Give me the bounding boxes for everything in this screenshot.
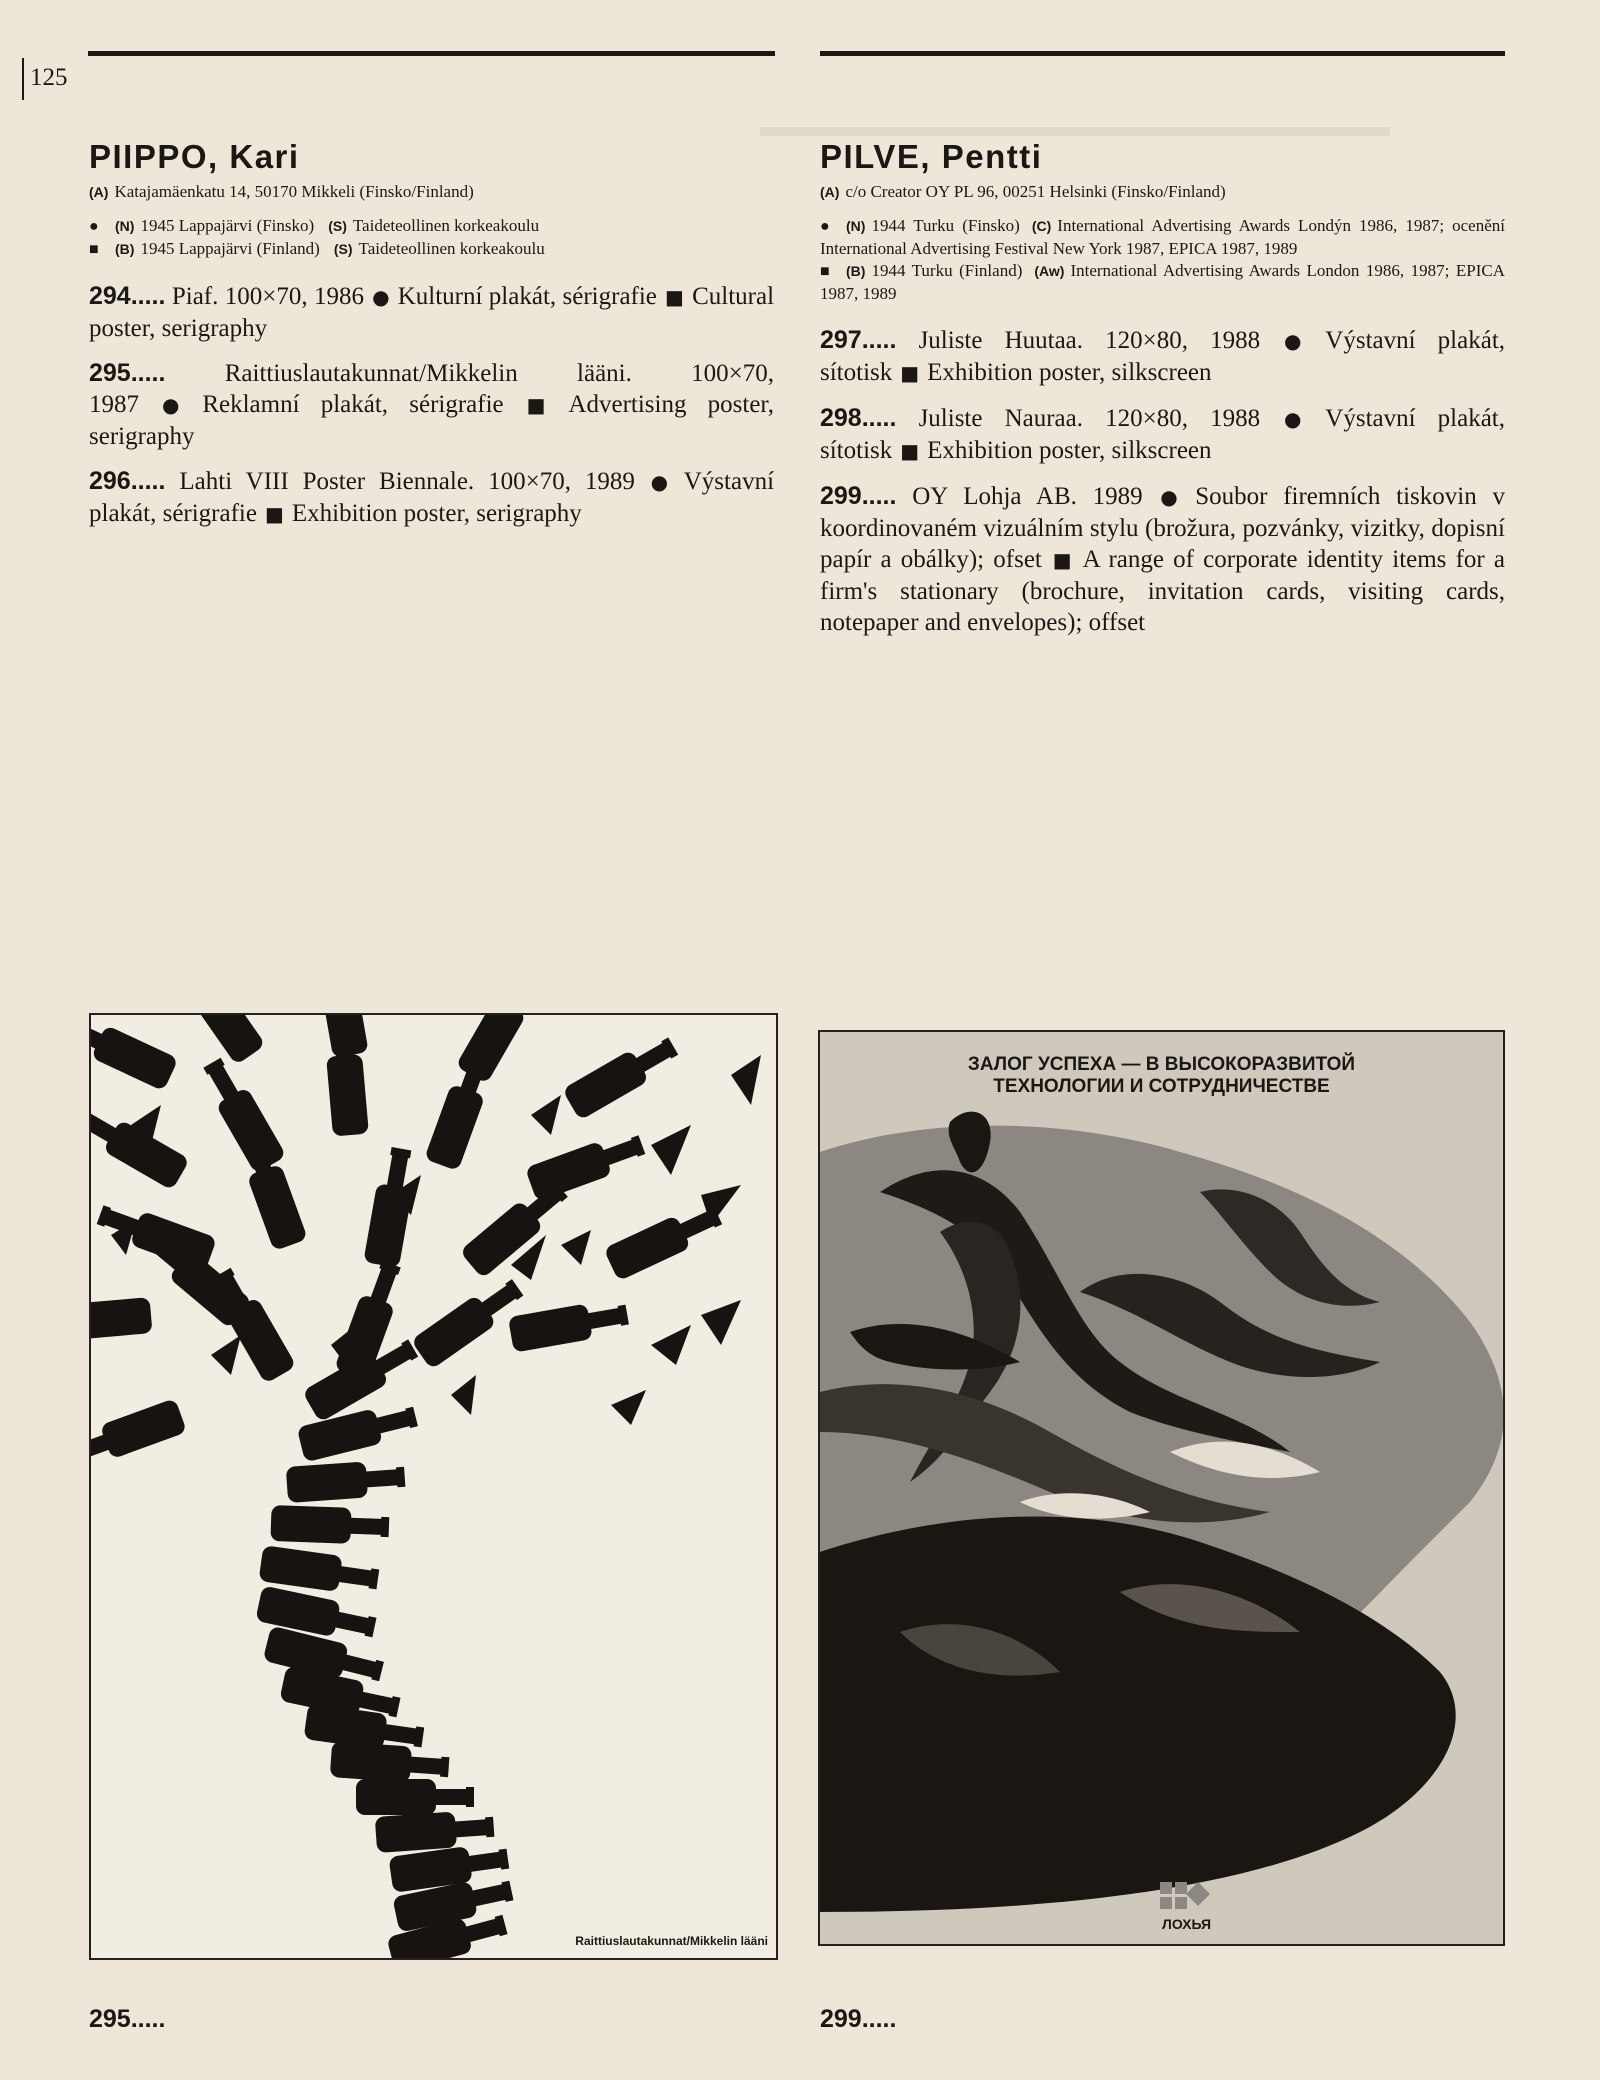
bleed-through-text: ▬▬▬▬▬▬▬▬▬▬▬▬▬▬▬▬▬▬▬▬▬ [760,110,1390,143]
poster-credit: Raittiuslautakunnat/Mikkelin lääni [575,1934,768,1948]
top-rule-right [820,51,1505,56]
catalogue-entry: 297..... Juliste Huutaa. 120×80, 1988 ● Výstavní plakát, sítotisk ■ Exhibition poster, silkscreen [820,325,1506,386]
bottles-illustration [91,1015,776,1958]
poster-title: ЗАЛОГ УСПЕХА — В ВЫСОКОРАЗВИТОЙ ТЕХНОЛОГИИ И СОТРУДНИЧЕСТВЕ [967,1054,1356,1097]
bio-line: ■ (B) 1945 Lappajärvi (Finland) (S) Taideteollinen korkeakoulu [89,238,545,258]
artist-address: (A) Katajamäenkatu 14, 50170 Mikkeli (Finsko/Finland) [89,181,474,201]
artist-name: PIIPPO, Kari [89,138,300,175]
poster-lohja [818,1030,1505,1946]
page-number: 125 [30,64,68,91]
figure-caption: 299..... [820,2005,897,2033]
bio-line: ■ (B) 1944 Turku (Finland) (Aw) International Advertising Awards London 1986, 1987; EPICA 1987, 1989 [820,260,1505,303]
poster-logo: ЛОХЬЯ [1162,1916,1212,1932]
marble-illustration [820,1032,1503,1944]
right-column [820,140,1505,638]
catalogue-entry: 295..... Raittiuslautakunnat/Mikkelin lääni. 100×70, 1987 ● Reklamní plakát, sérigrafie ■ Advertising poster, serigraphy [89,358,774,450]
artist-name: PILVE, Pentti [820,138,1043,175]
page-number-rule [22,58,24,100]
figure-caption: 295..... [89,2005,166,2033]
catalogue-entry: 299..... OY Lohja AB. 1989 ● Soubor firemních tiskovin v koordinovaném vizuálním stylu (brožura, pozvánky, vizitky, dopisní papír a obálky); ofset ■ A range of corporate identity items for a firm's stationary (brochure, invitation cards, visiting cards, notepaper and envelopes); offset [820,481,1506,636]
left-column [89,140,774,530]
artist-address: (A) c/o Creator OY PL 96, 00251 Helsinki (Finsko/Finland) [820,181,1226,201]
catalogue-entry: 294..... Piaf. 100×70, 1986 ● Kulturní plakát, sérigrafie ■ Cultural poster, serigraphy [89,281,775,342]
poster-bottles [89,1013,778,1960]
catalogue-entry: 296..... Lahti VIII Poster Biennale. 100×70, 1989 ● Výstavní plakát, sérigrafie ■ Exhibition poster, serigraphy [89,466,775,527]
bio-line: ● (N) 1944 Turku (Finsko) (C) International Advertising Awards Londýn 1986, 1987; ocenění International Advertising Festival New York 1987, EPICA 1987, 1989 [820,215,1505,258]
top-rule-left [88,51,775,56]
bio-line: ● (N) 1945 Lappajärvi (Finsko) (S) Taideteollinen korkeakoulu [89,215,540,235]
catalogue-entry: 298..... Juliste Nauraa. 120×80, 1988 ● Výstavní plakát, sítotisk ■ Exhibition poster, silkscreen [820,403,1506,464]
